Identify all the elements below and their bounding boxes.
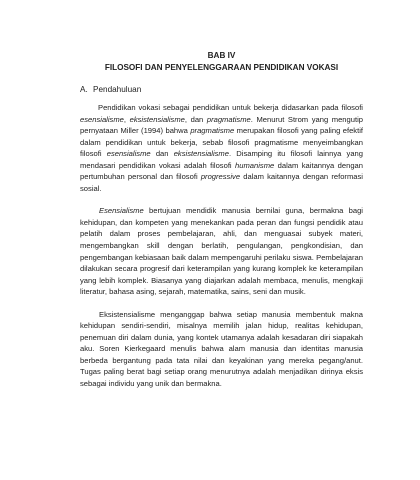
paragraph-3 <box>80 309 363 390</box>
italic-term: humanisme <box>235 160 275 170</box>
text-run: , <box>123 114 130 124</box>
paragraph-2 <box>80 205 363 297</box>
text-run: merupakan filosofi yang paling efektif dalam pendidikan untuk bekerja, sebab filosofi pragmatisme menyeimbangkan filosofi <box>80 126 364 159</box>
text-run: dan <box>150 149 174 159</box>
italic-term: progressive <box>200 172 241 182</box>
chapter-title: FILOSOFI DAN PENYELENGGARAAN PENDIDIKAN VOKASI <box>104 62 339 72</box>
section-heading <box>80 84 363 95</box>
section-number: A. <box>80 85 88 94</box>
text-run: dalam kaitannya dengan reformasi sosial. <box>80 172 363 193</box>
text-run: . Disamping itu filosofi lainnya yang mendasari pendidikan vokasi adalah filosofi <box>80 149 364 170</box>
paragraph-1 <box>80 102 363 194</box>
italic-term: Esensialisme <box>99 206 144 216</box>
text-run: bertujuan mendidik manusia bernilai guna, bermakna bagi kehidupan, dan kompeten yang menekankan pada peran dan fungsi pendidik atau pelatih dalam proses pembelajaran, ahli, dan menguasai subyek materi, mengembangkan skill dengan berlatih, pengulangan, pengkondisian, dan pengembangan kebiasaan baik dalam mempengaruhi perilaku siswa. Pembelajaran dilakukan secara progresif dari keterampilan yang kurang komplek ke keterampilan yang lebih komplek. Biasanya yang diajarkan adalah membaca, menulis, mengkaji literatur, bahasa asing, sejarah, matematika, sains, seni dan musik. <box>80 206 363 297</box>
text-run: Eksistensialisme menganggap bahwa setiap manusia membentuk makna kehidupan sendiri-sendiri, misalnya memilih jalan hidup, realitas kehidupan, penemuan diri dalam dunia, yang kontek utamanya adalah kesadaran diri siapakah aku. Soren Kierkegaard menulis bahwa alam manusia dan identitas manusia berbeda bergantung pada tata nilai dan keyakinan yang mereka pegang/anut. Tugas paling berat bagi setiap orang menurutnya adalah menjadikan dirinya eksis sebagai individu yang unik dan bermakna. <box>80 309 363 389</box>
text-run: Pendidikan vokasi sebagai pendidikan untuk bekerja didasarkan pada filosofi <box>98 103 363 112</box>
text-run: . Menurut Strom yang mengutip pernyataan Miller (1994) bahwa <box>80 114 363 136</box>
italic-term: pragmatisme <box>190 126 235 136</box>
italic-term: eksistensialisme <box>173 149 229 159</box>
italic-term: esensialisme <box>80 114 124 124</box>
text-run: , dan <box>184 114 207 124</box>
chapter-heading: BAB IV <box>207 51 236 60</box>
text-run: dalam kaitannya dengan pertumbuhan personal dan filosofi <box>80 160 363 182</box>
italic-term: eksistensialisme <box>129 114 185 124</box>
italic-term: esensialisme <box>106 149 151 159</box>
paragraph-gap <box>80 298 363 309</box>
paragraph-gap <box>80 194 363 205</box>
italic-term: pragmatisme <box>206 114 251 124</box>
section-label: Pendahuluan <box>93 85 142 94</box>
